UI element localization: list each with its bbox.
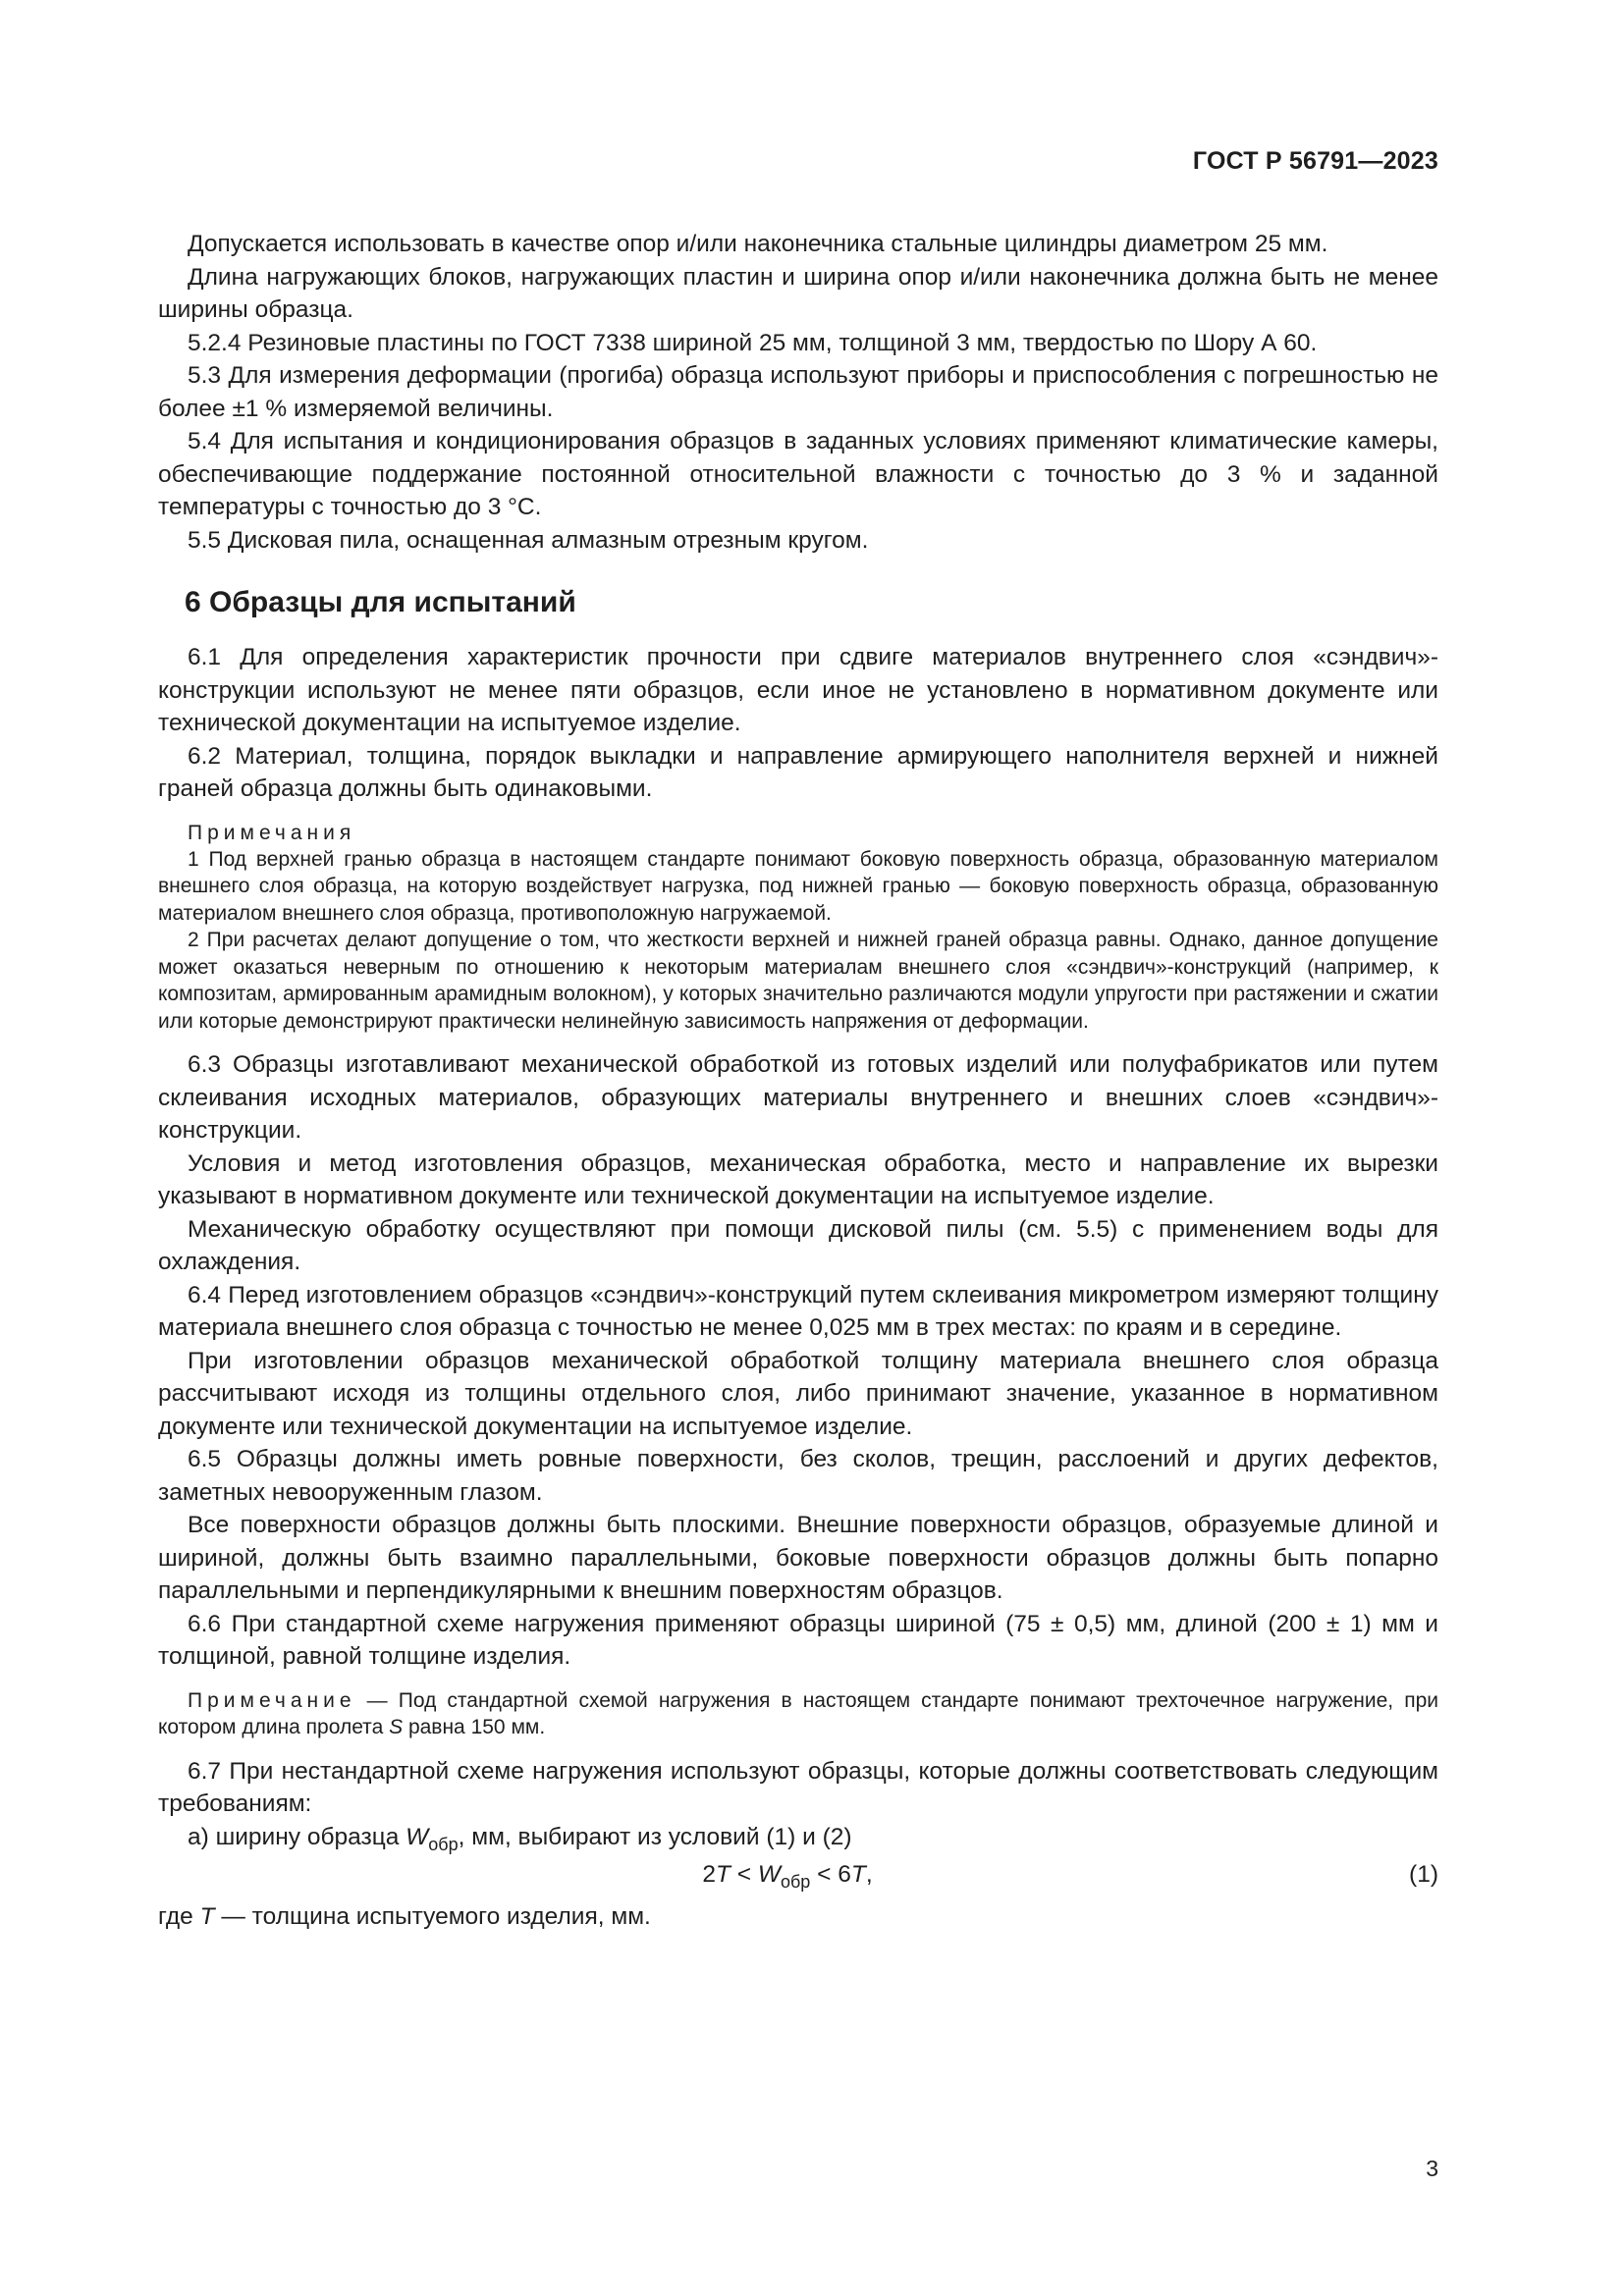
formula-1 (158, 1855, 1438, 1895)
section-heading: 6 Образцы для испытаний (185, 586, 576, 618)
paragraph-block-length: Длина нагружающих блоков, нагружающих пластин и ширина опор и/или наконечника должна быть не менее ширины образца. (158, 263, 1438, 323)
paragraph-6-2: 6.2 Материал, толщина, порядок выкладки и направление армирующего наполнителя верхней и нижней граней образца должны быть одинаковыми. (158, 742, 1438, 802)
paragraph-5-5: 5.5 Дисковая пила, оснащенная алмазным отрезным кругом. (188, 526, 869, 554)
paragraph-5-3: 5.3 Для измерения деформации (прогиба) образца используют приборы и приспособления с погрешностью не более ±1 % измеряемой величины. (158, 362, 1438, 422)
paragraph-5-4: 5.4 Для испытания и кондиционирования образцов в заданных условиях применяют климатические камеры, обеспечивающие поддержание постоянной относительной влажности с точностью до 3 % и заданной температуры с точностью до 3 °С. (158, 428, 1438, 520)
formula-expression: $2T < W_{обр} < 6T$, (702, 1861, 873, 1892)
note-text: — Под стандартной схемой нагружения в настоящем стандарте понимают трехточечное нагружение, при котором длина пролета (158, 1688, 1438, 1738)
notes-block (158, 820, 1438, 1036)
note-variable-s: S (389, 1716, 404, 1738)
paragraph-6-5-surfaces: Все поверхности образцов должны быть плоскими. Внешние поверхности образцов, образуемые длиной и шириной, должны быть взаимно параллельными, боковые поверхности образцов должны быть попарно параллельными и перпендикулярными к внешним поверхностям образцов. (158, 1512, 1438, 1604)
note-1: 1 Под верхней гранью образца в настоящем стандарте понимают боковую поверхность образца, образованную материалом внешнего слоя образца, на которую воздействует нагрузка, под нижней гранью — боковую поверхность образца, образованную материалом внешнего слоя образца, противоположную нагружаемой. (158, 847, 1438, 925)
note-label: Примечание (188, 1688, 356, 1712)
paragraph-6-3-machining: Механическую обработку осуществляют при помощи дисковой пилы (см. 5.5) с применением воды для охлаждения. (158, 1215, 1438, 1275)
formula-number: (1) (1409, 1861, 1438, 1888)
note-standard-scheme (158, 1687, 1438, 1741)
paragraph-6-7: 6.7 При нестандартной схеме нагружения используют образцы, которые должны соответствовать следующим требованиям: (158, 1757, 1438, 1817)
notes-title: Примечания (188, 821, 356, 844)
note-2: 2 При расчетах делают допущение о том, что жесткости верхней и нижней граней образца равны. Однако, данное допущение может оказаться неверным по отношению к некоторым материалам внешнего слоя «сэндвич»-конструкций (например, к композитам, армированным арамидным волокном), у которых значительно различаются модули упругости при растяжении и сжатии или которые демонстрируют практически нелинейную зависимость напряжения от деформации. (158, 929, 1438, 1033)
paragraph-where: где T — толщина испытуемого изделия, мм. (158, 1903, 651, 1930)
paragraph-6-5: 6.5 Образцы должны иметь ровные поверхности, без сколов, трещин, расслоений и других дефектов, заметных невооруженным глазом. (158, 1446, 1438, 1506)
paragraph-5-2-4: 5.2.4 Резиновые пластины по ГОСТ 7338 шириной 25 мм, толщиной 3 мм, твердостью по Шору А 60. (188, 329, 1318, 356)
paragraph-6-1: 6.1 Для определения характеристик прочности при сдвиге материалов внутреннего слоя «сэндвич»-конструкции используют не менее пяти образцов, если иное не установлено в нормативном документе или технической документации на испытуемое изделие. (158, 644, 1438, 736)
paragraph-6-3: 6.3 Образцы изготавливают механической обработкой из готовых изделий или полуфабрикатов или путем склеивания исходных материалов, образующих материалы внутреннего и внешних слоев «сэндвич»-конструкции. (158, 1051, 1438, 1144)
paragraph-6-6: 6.6 При стандартной схеме нагружения применяют образцы шириной (75 ± 0,5) мм, длиной (200 ± 1) мм и толщиной, равной толщине изделия. (158, 1610, 1438, 1670)
document-code: ГОСТ Р 56791—2023 (1192, 147, 1438, 175)
paragraph-6-7-a: а) ширину образца $W_{обр}$, мм, выбирают из условий (1) и (2) (188, 1823, 852, 1854)
note-tail: равна 150 мм. (403, 1716, 546, 1738)
paragraph-steel-cylinders: Допускается использовать в качестве опор и/или наконечника стальные цилиндры диаметром 25 мм. (188, 231, 1328, 257)
paragraph-6-4-thickness: При изготовлении образцов механической обработкой толщину материала внешнего слоя образца рассчитывают исходя из толщины отдельного слоя, либо принимают значение, указанное в нормативном документе или технической документации на испытуемое изделие. (158, 1347, 1438, 1440)
page-content (158, 228, 1438, 1934)
paragraph-6-3-conditions: Условия и метод изготовления образцов, механическая обработка, место и направление их вырезки указывают в нормативном документе или технической документации на испытуемое изделие. (158, 1149, 1438, 1209)
page-number: 3 (1426, 2156, 1438, 2181)
paragraph-6-4: 6.4 Перед изготовлением образцов «сэндвич»-конструкций путем склеивания микрометром измеряют толщину материала внешнего слоя образца с точностью не менее 0,025 мм в трех местах: по краям и в середине. (158, 1281, 1438, 1341)
